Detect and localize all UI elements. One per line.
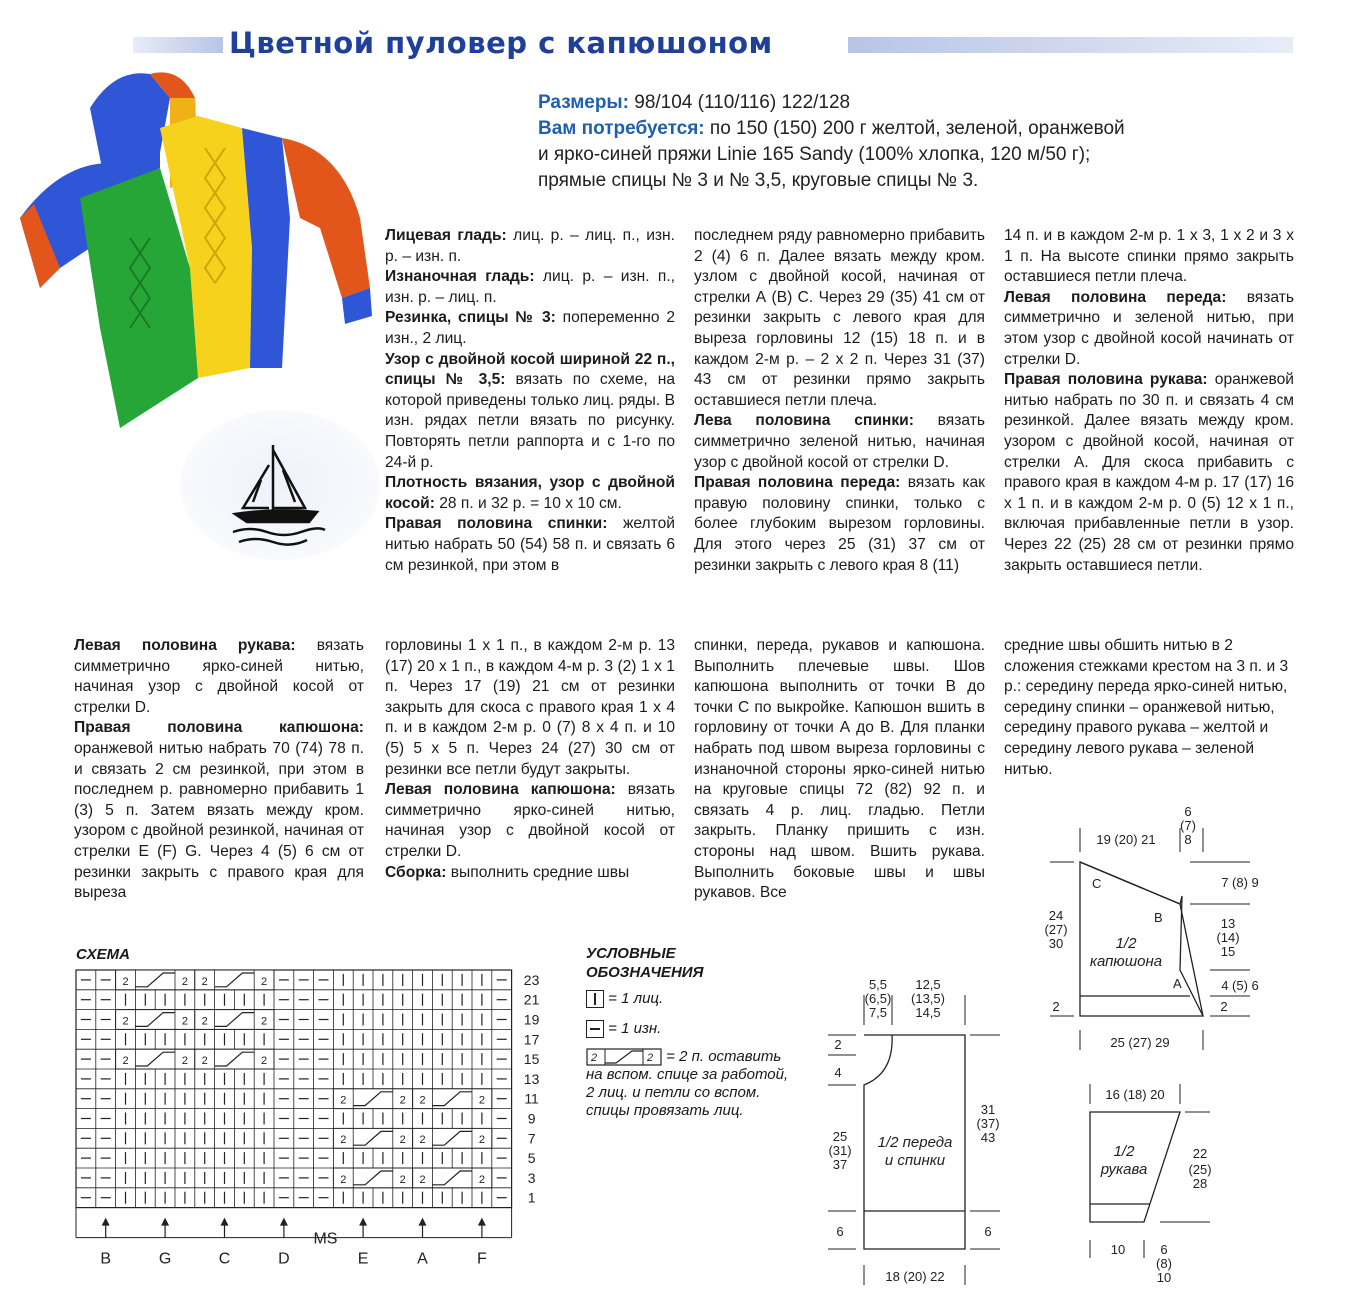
- hood-point-a: A: [1173, 976, 1182, 991]
- cable-number: 2: [399, 1173, 406, 1186]
- chart-row-numbers: [524, 972, 540, 1206]
- chart-arrow-label: D: [278, 1250, 290, 1264]
- text-rib: попеременно 2 изн., 2 лиц.: [385, 309, 675, 347]
- text-column-2: [694, 226, 985, 576]
- sleeve-bottom-10: 10: [1110, 1242, 1126, 1257]
- hood-left-24-1: 24: [1048, 908, 1064, 923]
- fb-right-31-1: 31: [980, 1102, 996, 1117]
- heading-stockinette: Лицевая гладь:: [385, 227, 507, 244]
- cable-number: 2: [478, 1173, 485, 1186]
- sleeve-pattern: [1080, 1080, 1220, 1290]
- text-right-back-cont: последнем ряду равномерно прибавить 2 (4) 6 п. Далее вязать между кром. узлом с двойной косой, начиная от стрелки А (В) С. Через 29 (35) 41 см от резинки закрыть с левого края для выреза горловины 12 (15) 18 п. и в каждом 2-м р. – 2 х 2 п. Через 31 (37) 43 см от резинки прямо закрыть оставшиеся петли плеча.: [694, 227, 985, 409]
- hood-label-2: капюшона: [1089, 953, 1163, 970]
- fb-bottom: 18 (20) 22: [885, 1269, 945, 1284]
- fb-left-6: 6: [836, 1224, 844, 1239]
- chart-arrow-head: [478, 1218, 486, 1226]
- hood-top: 19 (20) 21: [1096, 832, 1156, 847]
- heading-left-back: Лева половина спинки:: [694, 412, 914, 430]
- text-gauge: 28 п. и 32 р. = 10 х 10 см.: [434, 494, 622, 512]
- chart-arrow-label: B: [100, 1250, 112, 1264]
- legend: [586, 944, 796, 1120]
- heading-right-sleeve: Правая половина рукава:: [1004, 371, 1208, 389]
- chart-arrow-head: [102, 1218, 110, 1226]
- cable-number: 2: [122, 1055, 129, 1067]
- cable-number: 2: [399, 1094, 406, 1107]
- text-left-sleeve: вязать симметрично ярко-синей нитью, начиная узор с двойной косой от стрелки D.: [74, 637, 364, 716]
- fb-top-b3: 14,5: [915, 1005, 941, 1020]
- purl-symbol-icon: [586, 1020, 604, 1038]
- legend-knit-label: = 1 лиц.: [608, 990, 664, 1007]
- hood-point-b: B: [1154, 910, 1163, 925]
- fb-label-2: и спинки: [884, 1152, 946, 1169]
- heading-rib: Резинка, спицы № 3:: [385, 309, 556, 327]
- text-stockinette: лиц. р. – лиц. п., изн. р. – изн. п.: [385, 227, 676, 265]
- hood-right-7: 7 (8) 9: [1221, 875, 1259, 890]
- text-left-front: вязать симметрично и зеленой нитью, при этом узор с двойной косой начинать от стрелки D.: [1004, 288, 1294, 368]
- cable-number: 2: [122, 975, 129, 988]
- legend-cable-desc: на вспом. спице за работой, 2 лиц. и петли со вспом. спицы провязать лиц.: [586, 1066, 789, 1120]
- text-right-back: желтой нитью набрать 50 (54) 58 п. и связать 6 см резинкой, при этом в: [385, 515, 675, 574]
- fb-right-6: 6: [984, 1224, 992, 1239]
- row-number: 11: [524, 1090, 539, 1107]
- text-column-3: [1004, 226, 1294, 576]
- sleeve-right-3: 28: [1192, 1176, 1208, 1191]
- sleeve-right-2: (25): [1188, 1162, 1212, 1177]
- sleeve-label-2: рукава: [1100, 1161, 1148, 1178]
- text-column-1: [385, 226, 675, 576]
- row-number: 17: [523, 1031, 540, 1048]
- fb-top-a1: 5,5: [868, 977, 888, 992]
- chart-grid: [76, 970, 512, 1208]
- text-column-7: [1004, 636, 1294, 780]
- chart-arrow-head: [280, 1218, 288, 1226]
- legend-item-cable: [586, 1048, 796, 1066]
- hood-top-6-1: 6: [1184, 804, 1192, 819]
- heading-left-front: Левая половина переда:: [1004, 288, 1227, 306]
- fb-left-25-2: (31): [828, 1143, 852, 1158]
- fb-left-25-3: 37: [832, 1157, 848, 1172]
- sailboat-icon: [225, 440, 335, 550]
- knit-symbol-icon: [586, 990, 604, 1008]
- text-cable: вязать по схеме, на которой приведены только лиц. ряды. В изн. рядах петли вязать по рисунку. Повторять петли раппорта и с 1-го по 24-й р.: [385, 371, 675, 471]
- cable-number: 2: [478, 1094, 485, 1107]
- text-right-sleeve: оранжевой нитью набрать по 30 п. и связать 4 см резинкой. Далее вязать между кром. узором с двойной косой, начиная от стрелки А. Для скоса прибавить с правого края в каждом 4-м р. 17 (17) 16 х 1 п. и в каждом 2-м р. 0 (5) 12 х 1 п., включая прибавленные петли в узор. Через 22 (25) 28 см от резинки прямо закрыть оставшиеся петли.: [1004, 371, 1295, 574]
- fb-top-a3: 7,5: [868, 1005, 888, 1020]
- sleeve-right-1: 22: [1192, 1146, 1208, 1161]
- fb-top-b2: (13,5): [911, 991, 945, 1006]
- chart-arrow-head: [161, 1218, 169, 1226]
- cable-number: 2: [201, 1055, 208, 1067]
- cable-number: 2: [419, 1173, 426, 1186]
- sweater-photo: [20, 68, 382, 433]
- sleeve-bottom-6-1: 6: [1160, 1242, 1168, 1257]
- title-stripe-left: [133, 37, 223, 53]
- text-left-back: вязать симметрично зеленой нитью, начиная узор с двойной косой от стрелки D.: [694, 412, 985, 471]
- hood-left-2: 2: [1052, 999, 1060, 1014]
- row-number: 7: [527, 1130, 536, 1147]
- cable-number: 2: [340, 1134, 347, 1147]
- legend-item-knit: [586, 990, 796, 1008]
- row-number: 3: [527, 1169, 536, 1186]
- sizes-label: Размеры:: [538, 92, 629, 113]
- scheme-title: СХЕМА: [76, 946, 130, 963]
- cable-number: 2: [340, 1173, 347, 1186]
- hood-left-24-2: (27): [1044, 922, 1068, 937]
- heading-gauge: Плотность вязания, узор с двойной косой:: [385, 474, 675, 512]
- hood-right-13-2: (14): [1216, 930, 1240, 945]
- hood-point-c: C: [1092, 876, 1102, 891]
- row-number: 5: [527, 1150, 536, 1167]
- chart-arrow-label: A: [417, 1250, 428, 1264]
- hood-right-4: 4 (5) 6: [1221, 978, 1259, 993]
- sleeve-bottom-6-2: (8): [1156, 1256, 1172, 1271]
- legend-title-2: ОБОЗНАЧЕНИЯ: [586, 964, 704, 981]
- fb-top-b1: 12,5: [915, 977, 941, 992]
- legend-item-purl: [586, 1020, 796, 1038]
- text-assembly-cont: спинки, переда, рукавов и капюшона. Выполнить плечевые швы. Шов капюшона выполнить от точки В до точки С по выкройке. Капюшон вшить в горловину от точки А до В. Для планки набрать под швом выреза горловины с изнаночной стороны ярко-синей нитью на круговые спицы 72 (82) 92 п. и связать 4 р. лиц. гладью. Петли закрыть. Планку пришить с изн. стороны над швом. Вшить рукава. Выполнить боковые швы и швы рукавов. Все: [694, 637, 985, 902]
- hood-left-24-3: 30: [1048, 936, 1064, 951]
- fb-left-2: 2: [834, 1037, 842, 1052]
- front-back-pattern: [820, 975, 1010, 1295]
- needs-line2: и ярко-синей пряжи Linie 165 Sandy (100% хлопка, 120 м/50 г);: [538, 144, 1091, 165]
- sleeve-bottom-6-3: 10: [1156, 1270, 1172, 1285]
- hood-label-1: 1/2: [1115, 935, 1137, 952]
- cable-number: 2: [399, 1134, 406, 1147]
- fb-left-4: 4: [834, 1065, 842, 1080]
- cable-number: 2: [261, 975, 268, 988]
- text-assembly: выполнить средние швы: [446, 863, 630, 881]
- fb-label-1: 1/2 переда: [877, 1134, 953, 1151]
- needs-line1: по 150 (150) 200 г желтой, зеленой, оранжевой: [704, 118, 1125, 139]
- cable-number: 2: [261, 1055, 268, 1067]
- page-title: Цветной пуловер с капюшоном: [229, 26, 773, 60]
- cable-number: 2: [181, 1055, 188, 1067]
- text-right-hood: оранжевой нитью набрать 70 (74) 78 п. и связать 2 см резинкой, при этом в последнем р. равномерно прибавить 1 (3) 5 п. Затем вязать между кром. узором с двойной резинкой, начиная от стрелки Е (F) G. Через 4 (5) 6 см от резинки закрыть с правого края для выреза: [74, 739, 364, 902]
- hood-right-13-1: 13: [1220, 916, 1236, 931]
- text-left-hood: вязать симметрично ярко-синей нитью, начиная узор с двойной косой от стрелки D.: [385, 781, 676, 860]
- cable-number: 2: [201, 1015, 208, 1028]
- chart-arrow-label: C: [218, 1250, 231, 1264]
- cable-number: 2: [181, 975, 188, 988]
- row-number: 9: [527, 1110, 536, 1127]
- row-number: 1: [527, 1189, 536, 1206]
- hood-top-6-3: 8: [1184, 832, 1192, 847]
- fb-right-31-2: (37): [976, 1116, 1000, 1131]
- cable-number: 2: [478, 1134, 485, 1147]
- heading-right-hood: Правая половина капюшона:: [74, 719, 364, 737]
- sleeve-top: 16 (18) 20: [1105, 1087, 1165, 1102]
- hood-right-2: 2: [1220, 999, 1228, 1014]
- chart-ms-label: MS: [313, 1230, 338, 1248]
- text-column-5: [385, 636, 675, 883]
- cable-number: 2: [201, 975, 208, 988]
- title-bar: [133, 26, 1293, 60]
- text-column-6: [694, 636, 985, 904]
- cable-number: 2: [419, 1094, 426, 1107]
- row-number: 13: [523, 1070, 540, 1087]
- hood-right-13-3: 15: [1220, 944, 1236, 959]
- heading-reverse: Изнаночная гладь:: [385, 268, 535, 286]
- hood-pattern: [1040, 800, 1270, 1060]
- cable-number: 2: [419, 1134, 426, 1147]
- text-column-4: [74, 636, 364, 904]
- fb-top-a2: (6,5): [864, 991, 892, 1006]
- chart-arrow-label: G: [158, 1250, 172, 1264]
- sizes-value: 98/104 (110/116) 122/128: [628, 92, 851, 113]
- materials-info: [538, 90, 1238, 194]
- sleeve-label-1: 1/2: [1113, 1143, 1135, 1160]
- chart-arrows: [76, 1208, 512, 1264]
- row-number: 23: [523, 971, 540, 988]
- row-number: 21: [523, 991, 540, 1008]
- chart-arrow-head: [419, 1218, 427, 1226]
- cable-symbol-icon: [586, 1048, 662, 1066]
- cable-number: 2: [122, 1015, 129, 1028]
- heading-right-front: Правая половина переда:: [694, 474, 901, 492]
- chart-arrow-label: E: [357, 1250, 369, 1264]
- text-right-front-cont: 14 п. и в каждом 2-м р. 1 х 3, 1 х 2 и 3 х 1 п. На высоте спинки прямо закрыть оставшиеся петли плеча.: [1004, 227, 1294, 286]
- text-reverse: лиц. р. – изн. п., изн. р. – лиц. п.: [385, 268, 676, 306]
- cable-number: 2: [261, 1015, 268, 1028]
- chart-arrow-label: F: [477, 1250, 487, 1264]
- hood-top-6-2: (7): [1180, 818, 1196, 833]
- heading-left-sleeve: Левая половина рукава:: [74, 637, 296, 654]
- legend-cable-label: = 2 п. оставить: [666, 1048, 782, 1066]
- heading-assembly: Сборка:: [385, 863, 447, 881]
- text-right-front: вязать как правую половину спинки, только с более глубоким вырезом горловины. Для этого через 25 (31) 37 см от резинки закрыть с левого края 8 (11): [694, 474, 985, 574]
- heading-left-hood: Левая половина капюшона:: [385, 781, 616, 799]
- cable-number: 2: [181, 1015, 188, 1028]
- row-number: 15: [523, 1051, 540, 1068]
- fb-left-25-1: 25: [832, 1129, 848, 1144]
- needs-line3: прямые спицы № 3 и № 3,5, круговые спицы № 3.: [538, 170, 979, 191]
- chart-arrow-head: [221, 1218, 229, 1226]
- row-number: 19: [523, 1011, 540, 1028]
- legend-title-1: УСЛОВНЫЕ: [586, 945, 676, 962]
- title-stripe-right: [848, 37, 1293, 53]
- needs-label: Вам потребуется:: [538, 118, 705, 139]
- cable-num-right: 2: [647, 1052, 654, 1065]
- legend-purl-label: = 1 изн.: [608, 1020, 662, 1038]
- cable-number: 2: [340, 1094, 347, 1107]
- text-right-hood-cont: горловины 1 х 1 п., в каждом 2-м р. 13 (17) 20 х 1 п., в каждом 4-м р. 3 (2) 1 х 1 п. Через 17 (19) 21 см от резинки закрыть для скоса с правого края 1 х 4 п. и в каждом 2-м р. 0 (7) 8 х 4 п. и 10 (5) 5 х 5 п. Через 24 (27) 30 см от резинки все петли будут закрыты.: [385, 637, 675, 778]
- fb-right-31-3: 43: [980, 1130, 996, 1145]
- cable-num-left: 2: [591, 1052, 598, 1065]
- hood-bottom: 25 (27) 29: [1110, 1035, 1170, 1050]
- heading-cable: Узор с двойной косой шириной 22 п., спицы № 3,5:: [385, 350, 675, 389]
- text-finishing: средние швы обшить нитью в 2 сложения стежками крестом на 3 п. и 3 р.: середину переда ярко-синей нитью, середину спинки – оранжевой нитью, середину правого рукава – желтой и середину левого рукава – зеленой нитью.: [1004, 637, 1289, 778]
- chart-arrow-head: [359, 1218, 367, 1226]
- heading-right-back: Правая половина спинки:: [385, 515, 608, 533]
- knitting-chart: [70, 964, 560, 1264]
